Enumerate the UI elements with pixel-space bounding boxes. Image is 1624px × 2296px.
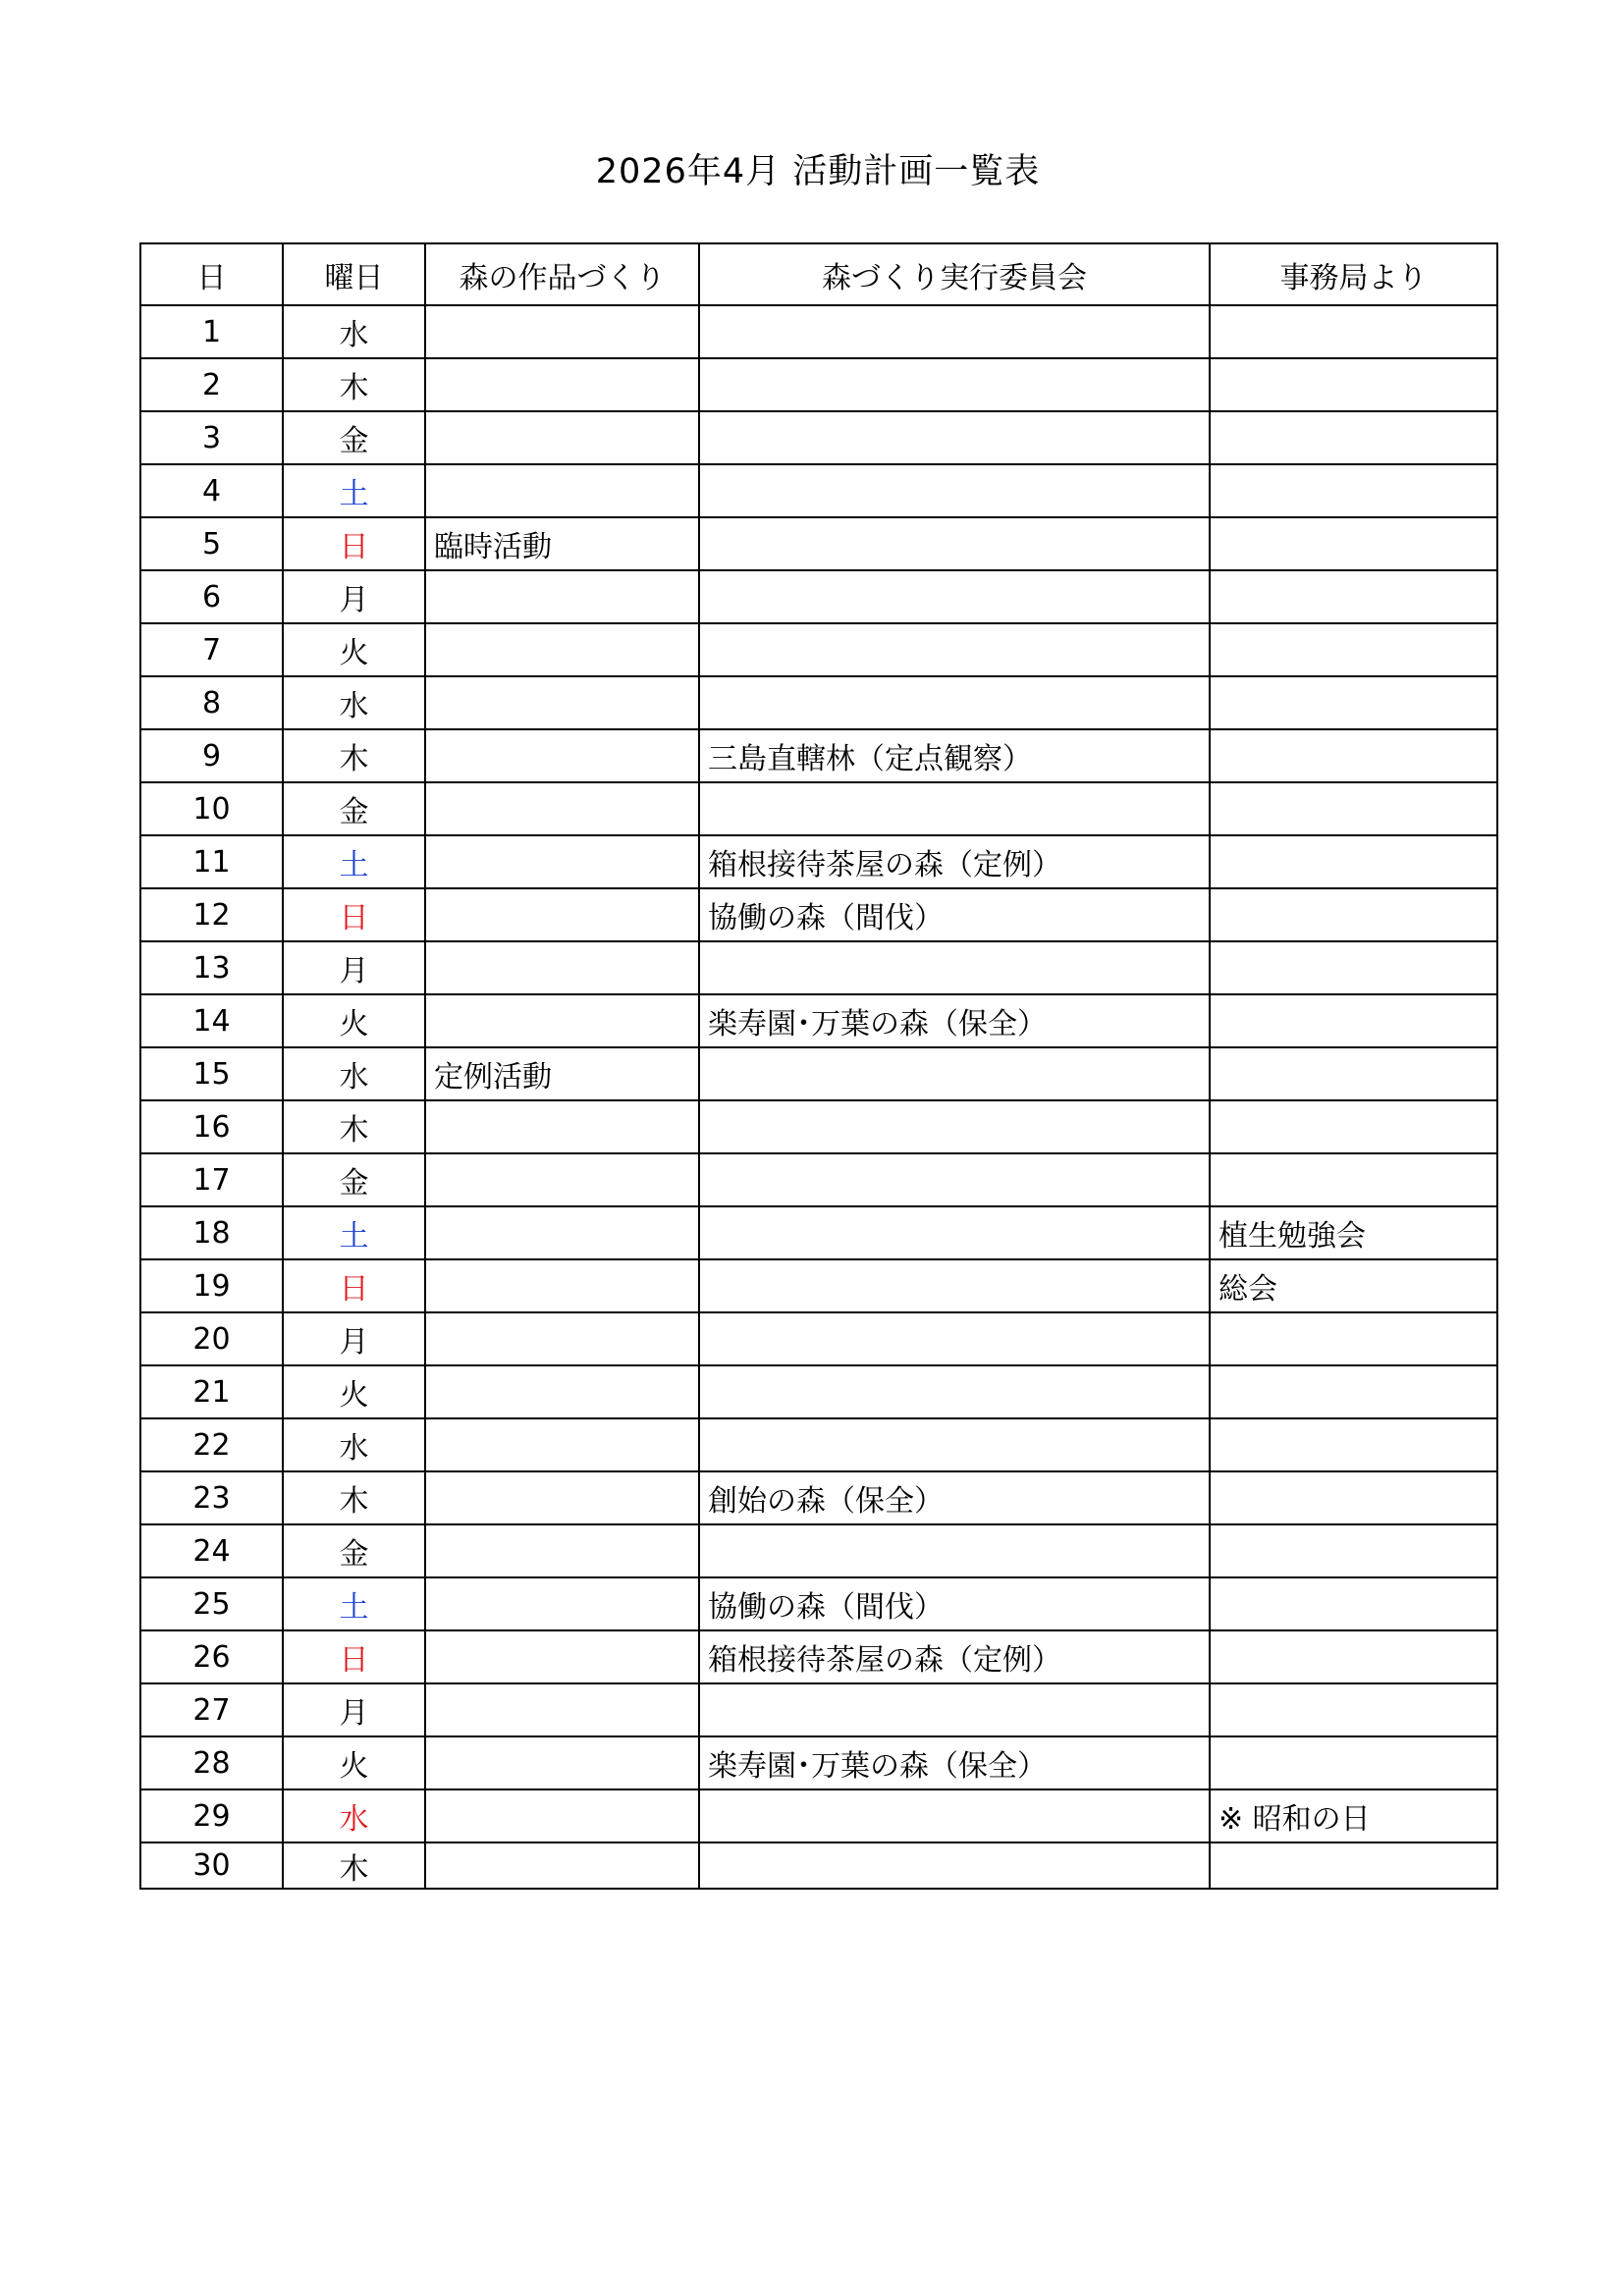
iinkai-activity	[699, 1206, 1210, 1259]
iinkai-activity	[699, 517, 1210, 570]
jimukyoku-note	[1210, 676, 1497, 729]
sakuhin-activity	[425, 411, 699, 464]
day-number: 8	[140, 676, 283, 729]
day-number: 25	[140, 1577, 283, 1630]
table-header-row	[140, 243, 1497, 305]
sakuhin-activity	[425, 835, 699, 888]
jimukyoku-note	[1210, 1683, 1497, 1736]
jimukyoku-note	[1210, 464, 1497, 517]
table-row	[140, 305, 1497, 358]
day-number: 10	[140, 782, 283, 835]
jimukyoku-note	[1210, 358, 1497, 411]
iinkai-activity	[699, 1683, 1210, 1736]
table-row	[140, 1206, 1497, 1259]
day-number: 1	[140, 305, 283, 358]
day-number: 21	[140, 1365, 283, 1418]
jimukyoku-note	[1210, 1524, 1497, 1577]
weekday: 土	[283, 835, 425, 888]
sakuhin-activity: 定例活動	[425, 1047, 699, 1100]
sakuhin-activity	[425, 1471, 699, 1524]
jimukyoku-note	[1210, 835, 1497, 888]
table-row	[140, 835, 1497, 888]
weekday: 日	[283, 888, 425, 941]
column-header-sakuhin: 森の作品づくり	[425, 243, 699, 305]
iinkai-activity	[699, 464, 1210, 517]
sakuhin-activity	[425, 1206, 699, 1259]
sakuhin-activity	[425, 1153, 699, 1206]
weekday: 土	[283, 1206, 425, 1259]
day-number: 15	[140, 1047, 283, 1100]
sakuhin-activity	[425, 782, 699, 835]
page-title: 2026年4月 活動計画一覧表	[595, 152, 1041, 191]
jimukyoku-note	[1210, 1736, 1497, 1789]
weekday: 月	[283, 941, 425, 994]
sakuhin-activity	[425, 623, 699, 676]
column-header-iinkai: 森づくり実行委員会	[699, 243, 1210, 305]
jimukyoku-note	[1210, 411, 1497, 464]
weekday: 月	[283, 570, 425, 623]
weekday: 火	[283, 1736, 425, 1789]
jimukyoku-note	[1210, 782, 1497, 835]
weekday: 木	[283, 1100, 425, 1153]
jimukyoku-note	[1210, 1418, 1497, 1471]
table-row	[140, 411, 1497, 464]
weekday: 金	[283, 782, 425, 835]
day-number: 4	[140, 464, 283, 517]
iinkai-activity: 協働の森（間伐）	[699, 888, 1210, 941]
jimukyoku-note: 植生勉強会	[1210, 1206, 1497, 1259]
table-row	[140, 994, 1497, 1047]
weekday: 土	[283, 1577, 425, 1630]
sakuhin-activity	[425, 1259, 699, 1312]
iinkai-activity	[699, 358, 1210, 411]
sakuhin-activity	[425, 1100, 699, 1153]
iinkai-activity	[699, 676, 1210, 729]
day-number: 22	[140, 1418, 283, 1471]
weekday: 水	[283, 305, 425, 358]
sakuhin-activity	[425, 994, 699, 1047]
iinkai-activity	[699, 782, 1210, 835]
iinkai-activity	[699, 1153, 1210, 1206]
day-number: 5	[140, 517, 283, 570]
weekday: 木	[283, 358, 425, 411]
iinkai-activity	[699, 1842, 1210, 1889]
day-number: 26	[140, 1630, 283, 1683]
table-row	[140, 1630, 1497, 1683]
jimukyoku-note	[1210, 1630, 1497, 1683]
jimukyoku-note	[1210, 1577, 1497, 1630]
day-number: 11	[140, 835, 283, 888]
table-row	[140, 888, 1497, 941]
jimukyoku-note	[1210, 941, 1497, 994]
sakuhin-activity	[425, 888, 699, 941]
jimukyoku-note	[1210, 994, 1497, 1047]
day-number: 29	[140, 1789, 283, 1842]
sakuhin-activity	[425, 305, 699, 358]
table-row	[140, 1683, 1497, 1736]
weekday: 日	[283, 517, 425, 570]
table-row	[140, 1153, 1497, 1206]
table-row	[140, 941, 1497, 994]
table-row	[140, 729, 1497, 782]
jimukyoku-note	[1210, 729, 1497, 782]
weekday: 火	[283, 994, 425, 1047]
sakuhin-activity	[425, 1524, 699, 1577]
jimukyoku-note	[1210, 1842, 1497, 1889]
table-row	[140, 1259, 1497, 1312]
table-row	[140, 517, 1497, 570]
table-row	[140, 1736, 1497, 1789]
iinkai-activity: 協働の森（間伐）	[699, 1577, 1210, 1630]
weekday: 水	[283, 1418, 425, 1471]
table-row	[140, 1524, 1497, 1577]
sakuhin-activity	[425, 358, 699, 411]
weekday: 火	[283, 623, 425, 676]
activity-schedule-table	[139, 242, 1498, 1890]
sakuhin-activity	[425, 1683, 699, 1736]
jimukyoku-note	[1210, 1312, 1497, 1365]
iinkai-activity	[699, 1524, 1210, 1577]
iinkai-activity: 三島直轄林（定点観察）	[699, 729, 1210, 782]
table-row	[140, 1312, 1497, 1365]
sakuhin-activity	[425, 1312, 699, 1365]
table-row	[140, 1842, 1497, 1889]
day-number: 30	[140, 1842, 283, 1889]
weekday: 月	[283, 1312, 425, 1365]
table-body	[140, 305, 1497, 1889]
iinkai-activity: 楽寿園･万葉の森（保全）	[699, 1736, 1210, 1789]
day-number: 17	[140, 1153, 283, 1206]
jimukyoku-note: 総会	[1210, 1259, 1497, 1312]
day-number: 20	[140, 1312, 283, 1365]
jimukyoku-note	[1210, 623, 1497, 676]
day-number: 9	[140, 729, 283, 782]
iinkai-activity	[699, 305, 1210, 358]
table-row	[140, 1047, 1497, 1100]
jimukyoku-note	[1210, 1100, 1497, 1153]
jimukyoku-note	[1210, 1153, 1497, 1206]
iinkai-activity	[699, 941, 1210, 994]
column-header-day: 日	[140, 243, 283, 305]
day-number: 13	[140, 941, 283, 994]
day-number: 6	[140, 570, 283, 623]
table-row	[140, 1365, 1497, 1418]
iinkai-activity	[699, 1259, 1210, 1312]
iinkai-activity	[699, 1312, 1210, 1365]
jimukyoku-note	[1210, 1047, 1497, 1100]
weekday: 木	[283, 1842, 425, 1889]
iinkai-activity	[699, 1100, 1210, 1153]
sakuhin-activity	[425, 464, 699, 517]
weekday: 水	[283, 676, 425, 729]
table-row	[140, 1418, 1497, 1471]
sakuhin-activity	[425, 729, 699, 782]
day-number: 24	[140, 1524, 283, 1577]
weekday: 日	[283, 1630, 425, 1683]
table-row	[140, 782, 1497, 835]
sakuhin-activity	[425, 941, 699, 994]
iinkai-activity	[699, 1047, 1210, 1100]
iinkai-activity	[699, 411, 1210, 464]
day-number: 2	[140, 358, 283, 411]
table-row	[140, 1577, 1497, 1630]
day-number: 16	[140, 1100, 283, 1153]
weekday: 水	[283, 1047, 425, 1100]
jimukyoku-note	[1210, 305, 1497, 358]
jimukyoku-note: ※ 昭和の日	[1210, 1789, 1497, 1842]
iinkai-activity	[699, 623, 1210, 676]
sakuhin-activity	[425, 1418, 699, 1471]
iinkai-activity	[699, 1418, 1210, 1471]
weekday: 木	[283, 729, 425, 782]
sakuhin-activity	[425, 1736, 699, 1789]
iinkai-activity: 箱根接待茶屋の森（定例）	[699, 835, 1210, 888]
sakuhin-activity: 臨時活動	[425, 517, 699, 570]
weekday: 土	[283, 464, 425, 517]
table-row	[140, 358, 1497, 411]
column-header-weekday: 曜日	[283, 243, 425, 305]
table-row	[140, 1471, 1497, 1524]
jimukyoku-note	[1210, 517, 1497, 570]
weekday: 火	[283, 1365, 425, 1418]
jimukyoku-note	[1210, 1471, 1497, 1524]
table-row	[140, 1789, 1497, 1842]
iinkai-activity: 楽寿園･万葉の森（保全）	[699, 994, 1210, 1047]
jimukyoku-note	[1210, 888, 1497, 941]
sakuhin-activity	[425, 1630, 699, 1683]
iinkai-activity: 箱根接待茶屋の森（定例）	[699, 1630, 1210, 1683]
table-row	[140, 623, 1497, 676]
sakuhin-activity	[425, 676, 699, 729]
iinkai-activity	[699, 570, 1210, 623]
sakuhin-activity	[425, 1789, 699, 1842]
day-number: 27	[140, 1683, 283, 1736]
weekday: 日	[283, 1259, 425, 1312]
day-number: 23	[140, 1471, 283, 1524]
table-row	[140, 676, 1497, 729]
day-number: 19	[140, 1259, 283, 1312]
table-row	[140, 570, 1497, 623]
weekday: 金	[283, 1524, 425, 1577]
iinkai-activity: 創始の森（保全）	[699, 1471, 1210, 1524]
day-number: 12	[140, 888, 283, 941]
jimukyoku-note	[1210, 1365, 1497, 1418]
table-row	[140, 464, 1497, 517]
iinkai-activity	[699, 1365, 1210, 1418]
day-number: 28	[140, 1736, 283, 1789]
sakuhin-activity	[425, 1365, 699, 1418]
weekday: 木	[283, 1471, 425, 1524]
day-number: 3	[140, 411, 283, 464]
weekday: 水	[283, 1789, 425, 1842]
table-row	[140, 1100, 1497, 1153]
sakuhin-activity	[425, 1842, 699, 1889]
jimukyoku-note	[1210, 570, 1497, 623]
sakuhin-activity	[425, 570, 699, 623]
day-number: 7	[140, 623, 283, 676]
iinkai-activity	[699, 1789, 1210, 1842]
sakuhin-activity	[425, 1577, 699, 1630]
day-number: 14	[140, 994, 283, 1047]
weekday: 金	[283, 1153, 425, 1206]
weekday: 月	[283, 1683, 425, 1736]
weekday: 金	[283, 411, 425, 464]
day-number: 18	[140, 1206, 283, 1259]
column-header-jimukyoku: 事務局より	[1210, 243, 1497, 305]
